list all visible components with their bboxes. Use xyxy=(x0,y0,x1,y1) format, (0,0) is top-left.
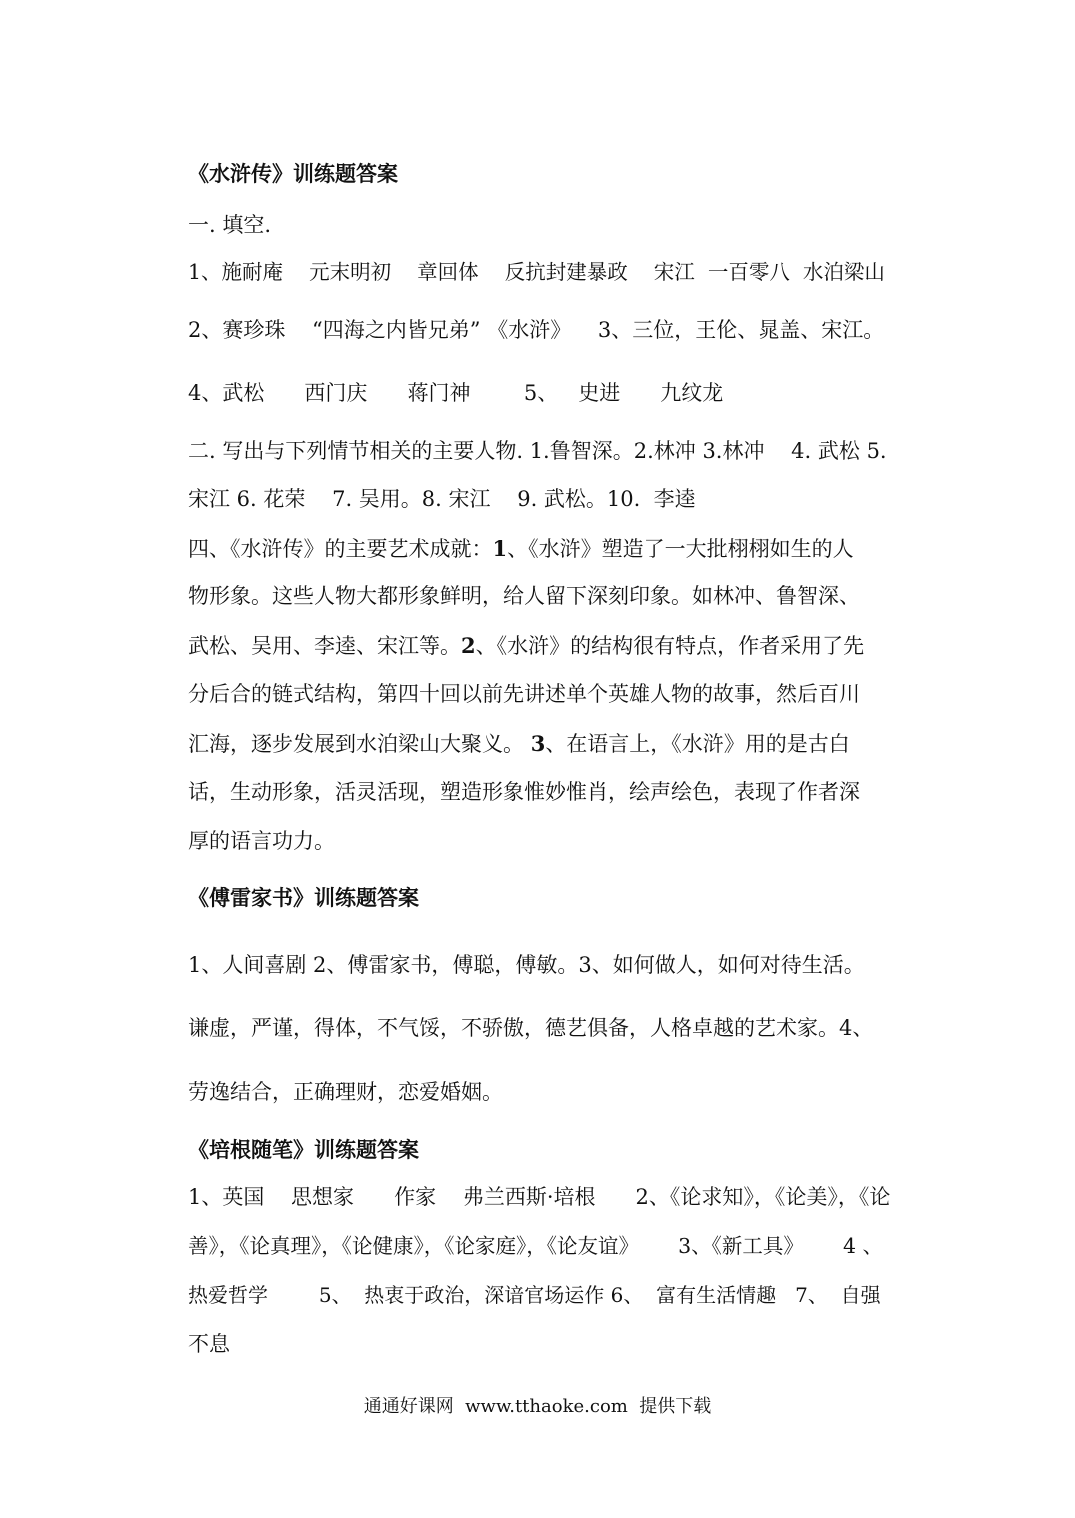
answer-line: 不息 xyxy=(188,1332,230,1356)
answer-line: 二. 写出与下列情节相关的主要人物. 1.鲁智深。2.林冲 3.林冲 4. 武松 5. xyxy=(188,439,887,463)
paragraph-text: 四、《水浒传》的主要艺术成就： xyxy=(188,537,493,561)
paragraph-line: 厚的语言功力。 xyxy=(188,829,335,853)
point-number: 1 xyxy=(492,536,508,561)
section-title-peigen: 《培根随笔》训练题答案 xyxy=(188,1137,419,1162)
answer-line: 2、赛珍珠 “四海之内皆兄弟” 《水浒》 3、三位，王伦、晁盖、宋江。 xyxy=(188,318,885,342)
answer-line: 宋江 6. 花荣 7. 吴用。8. 宋江 9. 武松。10. 李逵 xyxy=(188,487,696,511)
point-number: 2 xyxy=(461,633,476,658)
paragraph-text: 汇海，逐步发展到水泊梁山大聚义。 xyxy=(188,732,531,756)
answer-line: 1、施耐庵 元末明初 章回体 反抗封建暴政 宋江 一百零八 水泊梁山 xyxy=(188,260,885,284)
paragraph-text: 武松、吴用、李逵、宋江等。 xyxy=(188,634,461,658)
page-footer: 通通好课网 www.tthaoke.com 提供下载 xyxy=(363,1396,712,1417)
section-title-fulei: 《傅雷家书》训练题答案 xyxy=(188,885,419,910)
paragraph-text: 、《水浒》塑造了一大批栩栩如生的人 xyxy=(507,537,854,561)
paragraph-line xyxy=(188,733,893,755)
answer-line: 1、英国 思想家 作家 弗兰西斯·培根 2、《论求知》，《论美》，《论 xyxy=(188,1185,891,1209)
answer-line: 谦虚，严谨，得体，不气馁，不骄傲，德艺俱备，人格卓越的艺术家。4、 xyxy=(188,1016,874,1040)
answer-line: 1、人间喜剧 2、傅雷家书，傅聪，傅敏。3、如何做人，如何对待生活。 xyxy=(188,953,865,977)
section-title-shuihu: 《水浒传》训练题答案 xyxy=(188,161,398,186)
paragraph-text: 、《水浒》的结构很有特点，作者采用了先 xyxy=(475,634,865,658)
paragraph-line: 物形象。这些人物大都形象鲜明，给人留下深刻印象。如林冲、鲁智深、 xyxy=(188,584,860,608)
paragraph-text: 、在语言上，《水浒》用的是古白 xyxy=(545,732,850,756)
answer-line: 劳逸结合，正确理财，恋爱婚姻。 xyxy=(188,1080,503,1104)
paragraph-line: 分后合的链式结构，第四十回以前先讲述单个英雄人物的故事，然后百川 xyxy=(188,682,860,706)
point-number: 3 xyxy=(530,731,546,756)
paragraph-line xyxy=(188,635,893,657)
answer-line: 善》，《论真理》，《论健康》，《论家庭》，《论友谊》 3、《新工具》 4 、 xyxy=(188,1234,884,1258)
part1-heading: 一. 填空. xyxy=(188,213,272,237)
paragraph-line xyxy=(188,538,893,560)
paragraph-line: 话，生动形象，活灵活现，塑造形象惟妙惟肖，绘声绘色，表现了作者深 xyxy=(188,780,860,804)
answer-line: 4、武松 西门庆 蒋门神 5、 史进 九纹龙 xyxy=(188,381,724,405)
answer-line: 热爱哲学 5、 热衷于政治，深谙官场运作 6、 富有生活情趣 7、 自强 xyxy=(188,1283,881,1307)
